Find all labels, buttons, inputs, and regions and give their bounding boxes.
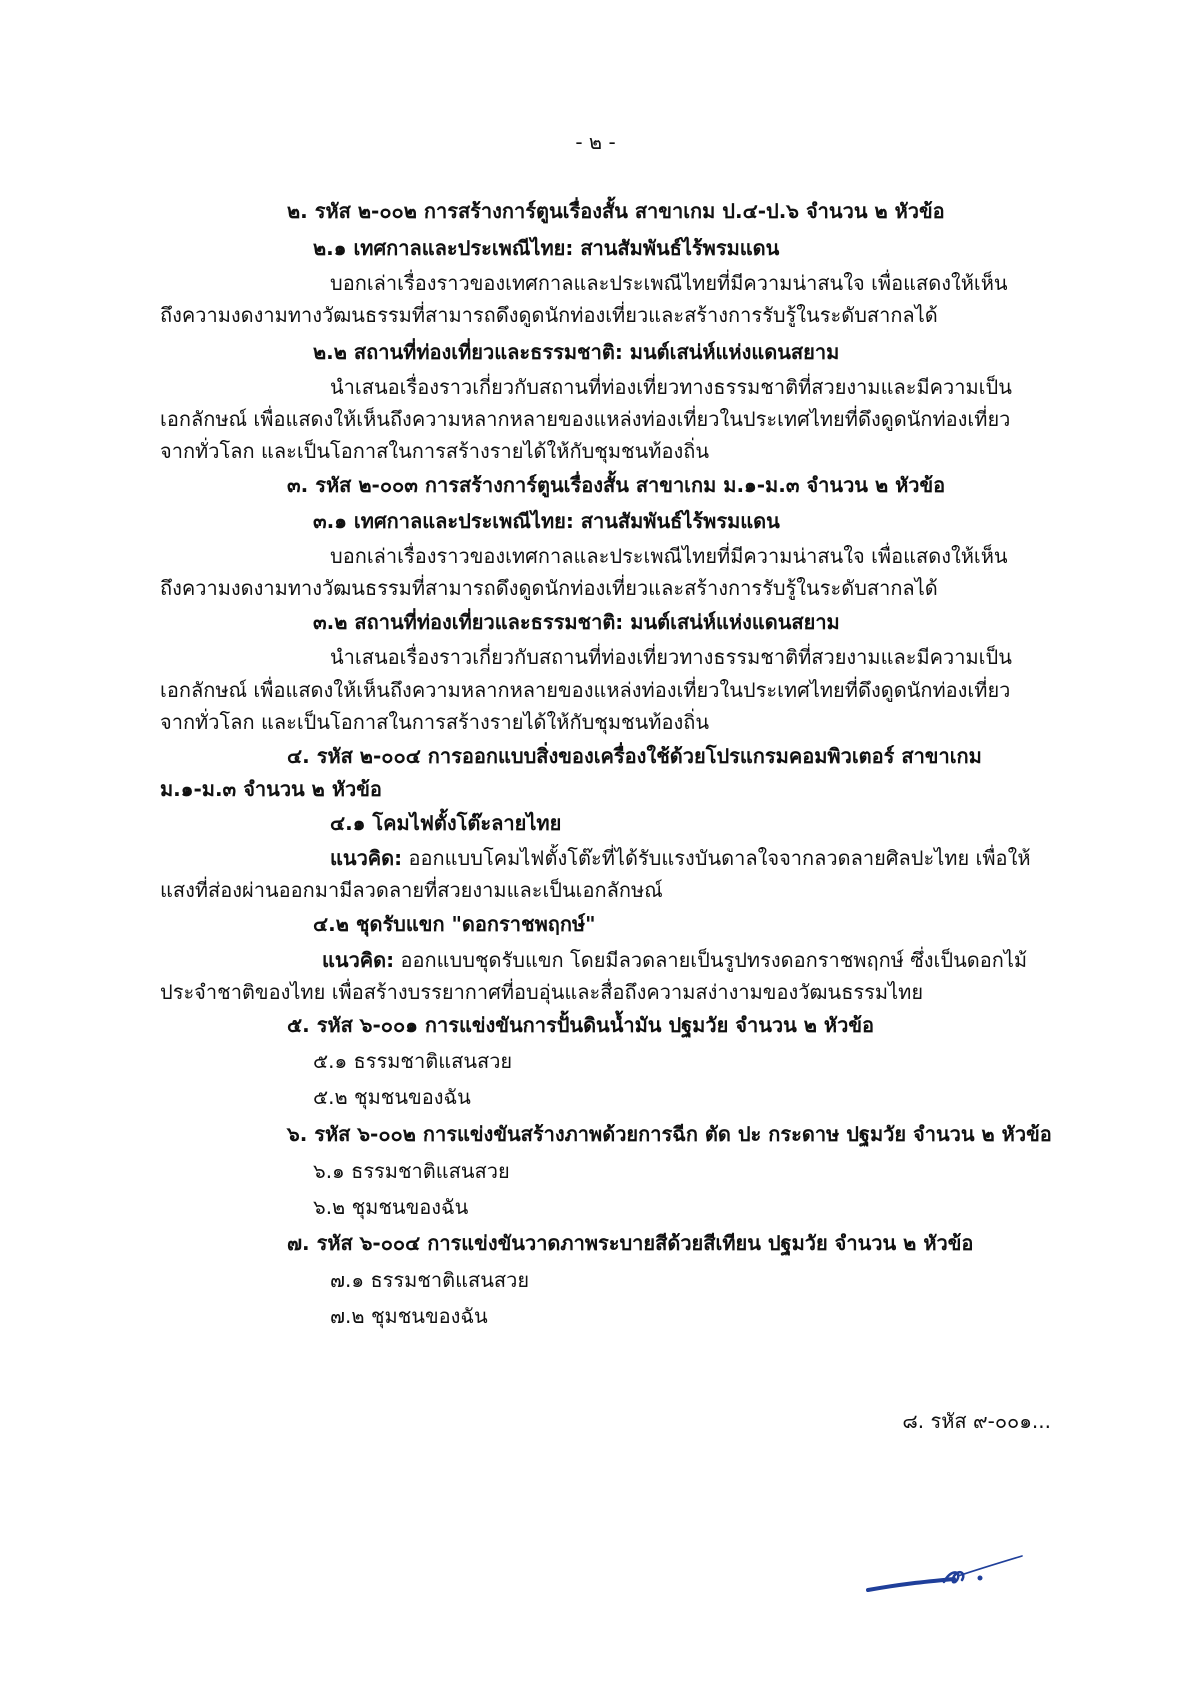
continuation-note: ๘. รหัส ๙-๐๐๑... — [902, 1409, 1051, 1433]
section-2-heading: ๒. รหัส ๒-๐๐๒ การสร้างการ์ตูนเรื่องสั้น สาขาเกม ป.๔-ป.๖ จำนวน ๒ หัวข้อ — [287, 199, 945, 223]
section-2-1-text: ถึงความงดงามทางวัฒนธรรมที่สามารถดึงดูดนักท่องเที่ยวและสร้างการรับรู้ในระดับสากลได้ — [160, 303, 938, 327]
section-2-1-title: ๒.๑ เทศกาลและประเพณีไทย: สานสัมพันธ์ไร้พรมแดน — [313, 236, 780, 260]
section-2-1-text: บอกเล่าเรื่องราวของเทศกาลและประเพณีไทยที่มีความน่าสนใจ เพื่อแสดงให้เห็น — [330, 271, 1008, 295]
section-2-2-text: นำเสนอเรื่องราวเกี่ยวกับสถานที่ท่องเที่ยวทางธรรมชาติที่สวยงามและมีความเป็น — [330, 375, 1012, 399]
page-number: - ๒ - — [575, 130, 616, 154]
section-7-topic: ๗.๑ ธรรมชาติแสนสวย — [330, 1268, 530, 1292]
concept-label: แนวคิด: — [330, 846, 403, 870]
section-3-1-title: ๓.๑ เทศกาลและประเพณีไทย: สานสัมพันธ์ไร้พรมแดน — [313, 509, 780, 533]
section-6-heading: ๖. รหัส ๖-๐๐๒ การแข่งขันสร้างภาพด้วยการฉีก ตัด ปะ กระดาษ ปฐมวัย จำนวน ๒ หัวข้อ — [287, 1122, 1052, 1146]
section-5-topic: ๕.๒ ชุมชนของฉัน — [313, 1085, 471, 1109]
section-7-topic: ๗.๒ ชุมชนของฉัน — [330, 1304, 488, 1328]
section-2-2-title: ๒.๒ สถานที่ท่องเที่ยวและธรรมชาติ: มนต์เสน่ห์แห่งแดนสยาม — [313, 340, 840, 364]
section-3-2-text: เอกลักษณ์ เพื่อแสดงให้เห็นถึงความหลากหลายของแหล่งท่องเที่ยวในประเทศไทยที่ดึงดูดนักท่องเที่ยว — [160, 678, 1011, 702]
section-5-topic: ๕.๑ ธรรมชาติแสนสวย — [313, 1049, 513, 1073]
section-3-2-text: จากทั่วโลก และเป็นโอกาสในการสร้างรายได้ให้กับชุมชนท้องถิ่น — [160, 710, 710, 734]
section-4-heading: ๔. รหัส ๒-๐๐๔ การออกแบบสิ่งของเครื่องใช้ด้วยโปรแกรมคอมพิวเตอร์ สาขาเกม — [287, 744, 982, 768]
section-6-topic: ๖.๑ ธรรมชาติแสนสวย — [313, 1159, 510, 1183]
section-4-heading: ม.๑-ม.๓ จำนวน ๒ หัวข้อ — [160, 777, 382, 801]
section-2-2-text: จากทั่วโลก และเป็นโอกาสในการสร้างรายได้ให้กับชุมชนท้องถิ่น — [160, 439, 710, 463]
section-3-heading: ๓. รหัส ๒-๐๐๓ การสร้างการ์ตูนเรื่องสั้น สาขาเกม ม.๑-ม.๓ จำนวน ๒ หัวข้อ — [287, 473, 946, 497]
section-4-2-title: ๔.๒ ชุดรับแขก "ดอกราชพฤกษ์" — [313, 912, 596, 936]
section-3-1-text: บอกเล่าเรื่องราวของเทศกาลและประเพณีไทยที่มีความน่าสนใจ เพื่อแสดงให้เห็น — [330, 544, 1008, 568]
section-2-2-text: เอกลักษณ์ เพื่อแสดงให้เห็นถึงความหลากหลายของแหล่งท่องเที่ยวในประเทศไทยที่ดึงดูดนักท่องเที่ยว — [160, 407, 1011, 431]
section-4-1-text: แสงที่ส่องผ่านออกมามีลวดลายที่สวยงามและเป็นเอกลักษณ์ — [160, 878, 663, 902]
concept-label: แนวคิด: — [322, 948, 395, 972]
signature-mark — [862, 1548, 1042, 1608]
section-4-1-text — [330, 844, 1031, 872]
section-4-2-text: ประจำชาติของไทย เพื่อสร้างบรรยากาศที่อบอุ่นและสื่อถึงความสง่างามของวัฒนธรรมไทย — [160, 980, 924, 1004]
section-3-1-text: ถึงความงดงามทางวัฒนธรรมที่สามารถดึงดูดนักท่องเที่ยวและสร้างการรับรู้ในระดับสากลได้ — [160, 576, 938, 600]
section-7-heading: ๗. รหัส ๖-๐๐๔ การแข่งขันวาดภาพระบายสีด้วยสีเทียน ปฐมวัย จำนวน ๒ หัวข้อ — [287, 1231, 974, 1255]
concept-text: ออกแบบโคมไฟตั้งโต๊ะที่ได้รับแรงบันดาลใจจากลวดลายศิลปะไทย เพื่อให้ — [408, 846, 1031, 870]
section-3-2-title: ๓.๒ สถานที่ท่องเที่ยวและธรรมชาติ: มนต์เสน่ห์แห่งแดนสยาม — [313, 610, 840, 634]
section-3-2-text: นำเสนอเรื่องราวเกี่ยวกับสถานที่ท่องเที่ยวทางธรรมชาติที่สวยงามและมีความเป็น — [330, 645, 1012, 669]
section-4-1-title: ๔.๑ โคมไฟตั้งโต๊ะลายไทย — [330, 811, 562, 835]
section-6-topic: ๖.๒ ชุมชนของฉัน — [313, 1195, 469, 1219]
section-4-2-text — [322, 946, 1027, 974]
section-5-heading: ๕. รหัส ๖-๐๐๑ การแข่งขันการปั้นดินน้ำมัน ปฐมวัย จำนวน ๒ หัวข้อ — [287, 1013, 875, 1037]
concept-text: ออกแบบชุดรับแขก โดยมีลวดลายเป็นรูปทรงดอกราชพฤกษ์ ซึ่งเป็นดอกไม้ — [400, 948, 1028, 972]
